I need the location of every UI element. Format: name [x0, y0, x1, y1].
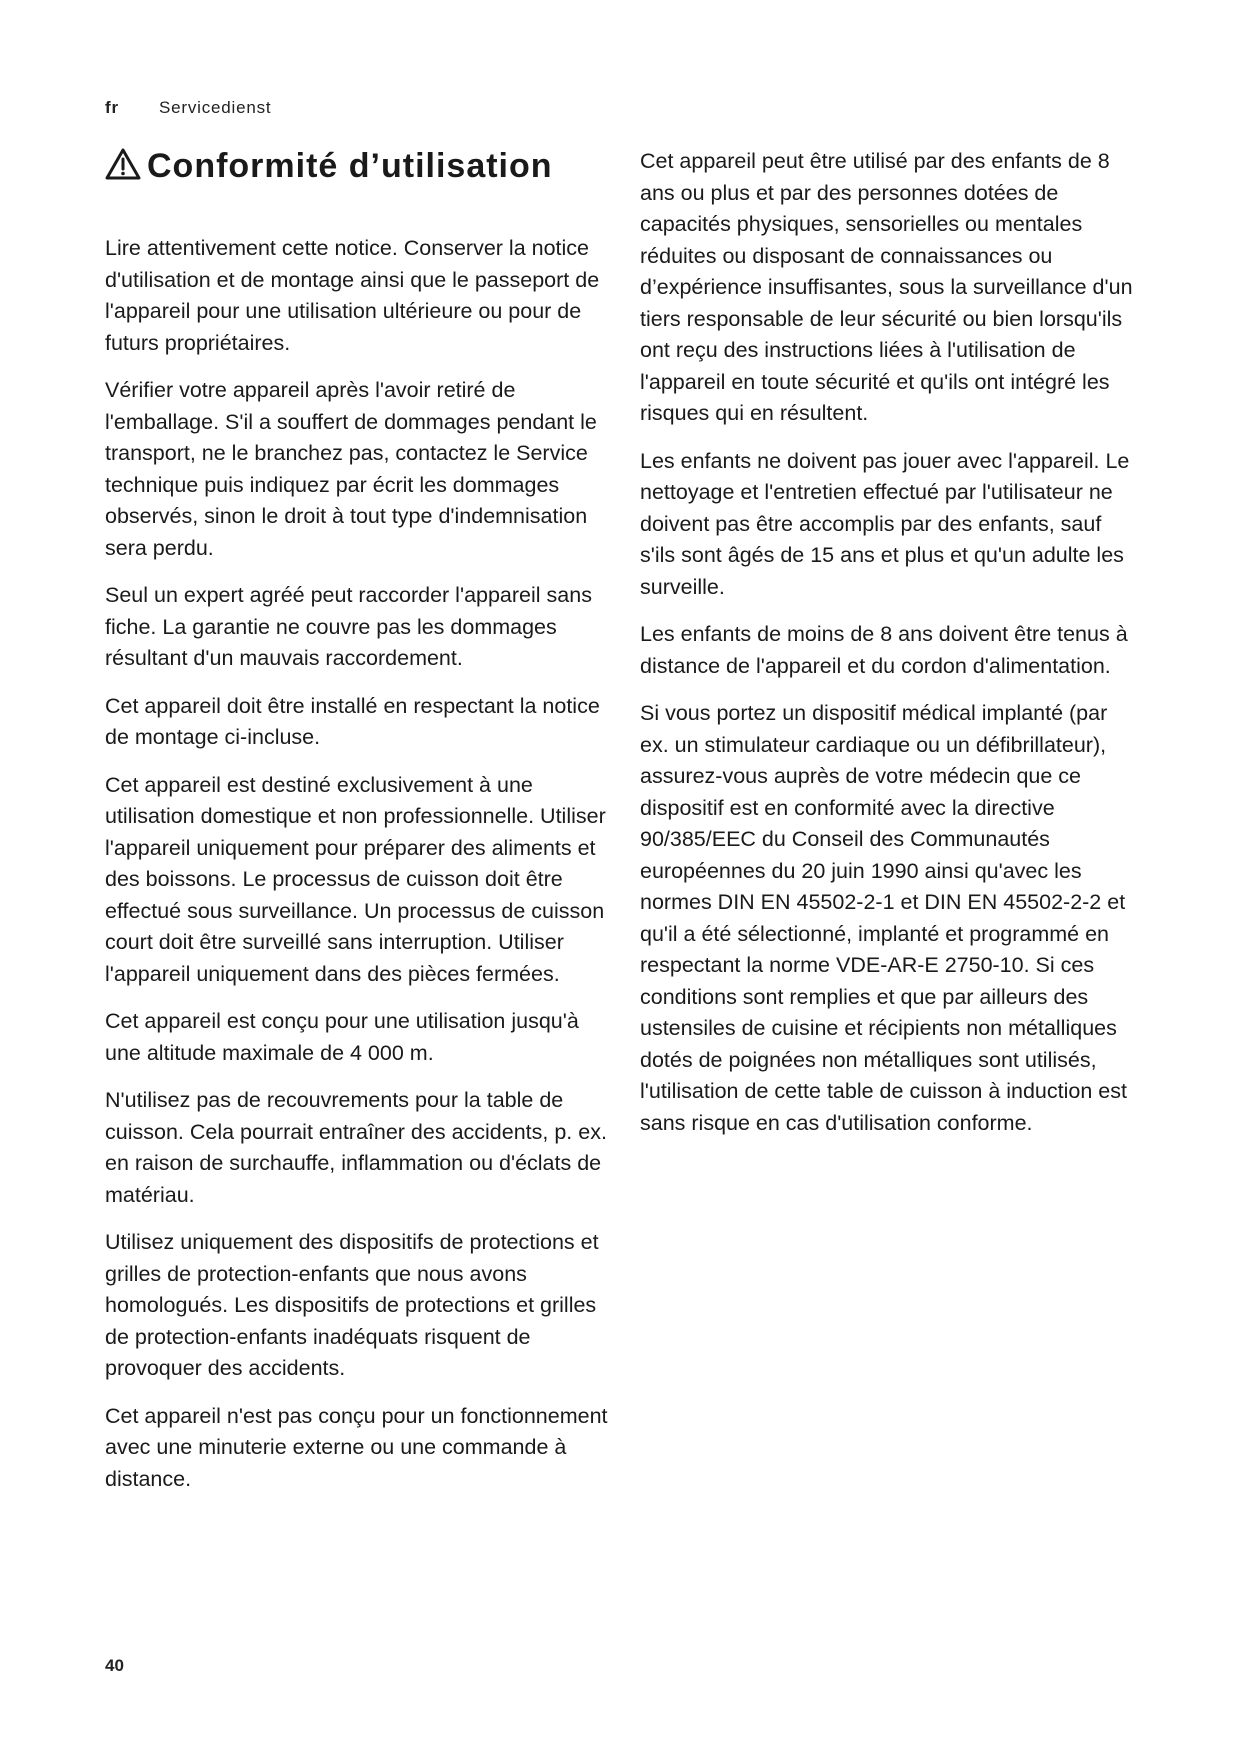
paragraph: N'utilisez pas de recouvrements pour la table de cuisson. Cela pourrait entraîner des accidents, p. ex. en raison de surchauffe, inflammation ou d'éclats de matériau.: [105, 1088, 607, 1207]
section-name: Servicedienst: [159, 98, 272, 117]
paragraph: Cet appareil est destiné exclusivement à une utilisation domestique et non professionnelle. Utiliser l'appareil uniquement pour préparer des aliments et des boissons. Le processus de cuisson doit être effectué sous surveillance. Un processus de cuisson court doit être surveillé sans interruption. Utiliser l'appareil uniquement dans des pièces fermées.: [105, 772, 606, 986]
left-column: [105, 233, 615, 1511]
warning-triangle-icon: [105, 145, 141, 177]
page-title: [105, 142, 553, 190]
paragraph: Cet appareil n'est pas conçu pour un fonctionnement avec une minuterie externe ou une commande à distance.: [105, 1403, 608, 1491]
paragraph: Cet appareil peut être utilisé par des enfants de 8 ans ou plus et par des personnes dotées de capacités physiques, sensorielles ou mentales réduites ou disposant de connaissances ou d’expérience insuffisantes, sous la surveillance d'un tiers responsable de leur sécurité ou bien lorsqu'ils ont reçu des instructions liées à l'utilisation de l'appareil en toute sécurité et qu'ils ont intégré les risques qui en résultent.: [640, 149, 1133, 425]
paragraph: Les enfants ne doivent pas jouer avec l'appareil. Le nettoyage et l'entretien effectué par l'utilisateur ne doivent pas être accomplis par des enfants, sauf s'ils sont âgés de 15 ans et plus et qu'un adulte les surveille.: [640, 448, 1130, 599]
language-code: fr: [105, 98, 119, 117]
paragraph: Les enfants de moins de 8 ans doivent être tenus à distance de l'appareil et du cordon d'alimentation.: [640, 622, 1128, 678]
paragraph: Lire attentivement cette notice. Conserver la notice d'utilisation et de montage ainsi que le passeport de l'appareil pour une utilisation ultérieure ou pour de futurs propriétaires.: [105, 236, 600, 355]
paragraph: Vérifier votre appareil après l'avoir retiré de l'emballage. S'il a souffert de dommages pendant le transport, ne le branchez pas, contactez le Service technique puis indiquez par écrit les dommages observés, sinon le droit à tout type d'indemnisation sera perdu.: [105, 378, 597, 560]
paragraph: Cet appareil est conçu pour une utilisation jusqu'à une altitude maximale de 4 000 m.: [105, 1009, 579, 1065]
paragraph: Utilisez uniquement des dispositifs de protections et grilles de protection-enfants que nous avons homologués. Les dispositifs de protections et grilles de protection-enfants inadéquats risquent de provoquer des accidents.: [105, 1230, 599, 1380]
paragraph: Cet appareil doit être installé en respectant la notice de montage ci-incluse.: [105, 693, 600, 749]
page-header: [105, 98, 271, 118]
page-title-text: Conformité d’utilisation: [147, 147, 553, 185]
paragraph: Seul un expert agréé peut raccorder l'appareil sans fiche. La garantie ne couvre pas les dommages résultant d'un mauvais raccordement.: [105, 583, 592, 670]
page-number: 40: [105, 1656, 124, 1675]
paragraph: Si vous portez un dispositif médical implanté (par ex. un stimulateur cardiaque ou un défibrillateur), assurez-vous auprès de votre médecin que ce dispositif est en conformité avec la directive 90/385/EEC du Conseil des Communautés européennes du 20 juin 1990 ainsi qu'avec les normes DIN EN 45502-2-1 et DIN EN 45502-2-2 et qu'il a été sélectionné, implanté et programmé en respectant la norme VDE-AR-E 2750-10. Si ces conditions sont remplies et que par ailleurs des ustensiles de cuisine et récipients non métalliques dotés de poignées non métalliques sont utilisés, l'utilisation de cette table de cuisson à induction est sans risque en cas d'utilisation conforme.: [640, 701, 1127, 1135]
right-column: [640, 146, 1140, 1155]
